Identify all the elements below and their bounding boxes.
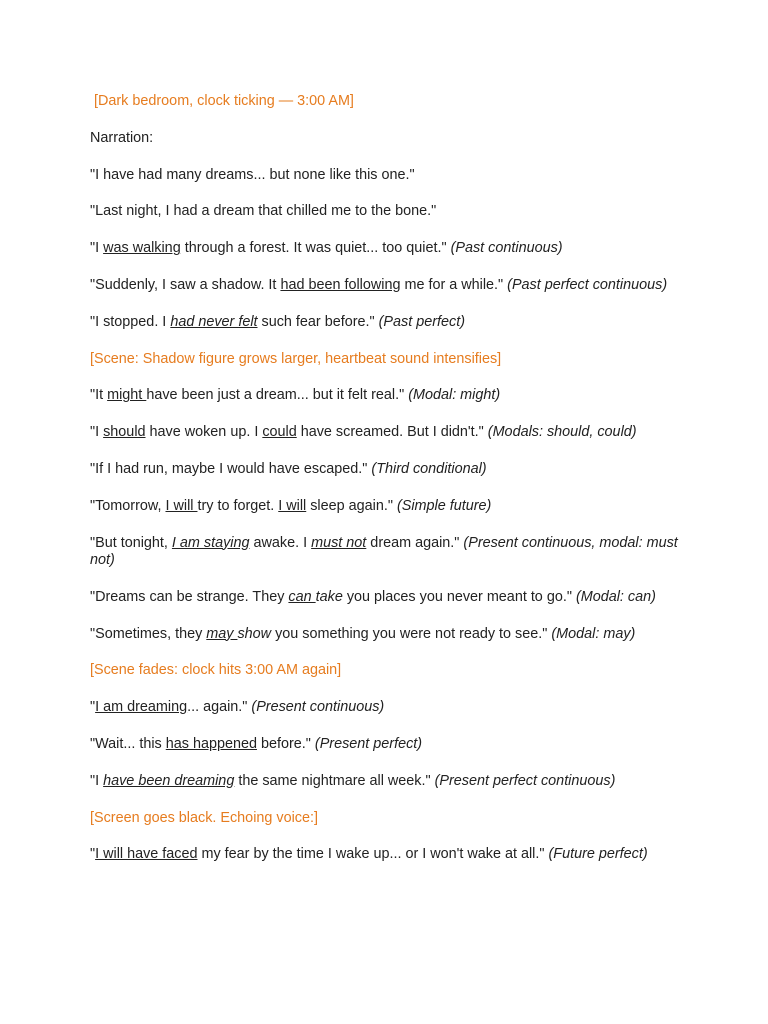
grammar-highlight: can: [288, 588, 316, 605]
line-text: "I: [90, 240, 104, 257]
grammar-highlight: should: [103, 424, 146, 441]
grammar-highlight-verb: take: [315, 588, 343, 605]
line-text: sleep again.": [306, 497, 397, 514]
line-text: "It: [90, 387, 108, 404]
grammar-note: (Past continuous): [450, 240, 563, 257]
script-line: [90, 167, 680, 184]
grammar-note: (Future perfect): [548, 846, 648, 863]
line-text: "Suddenly, I saw a shadow. It: [90, 276, 281, 293]
grammar-note: (Modal: may): [551, 625, 636, 642]
narration-heading: [90, 130, 680, 147]
line-text: dream again.": [366, 534, 464, 551]
grammar-note: (Present perfect): [314, 735, 423, 752]
script-line: [90, 699, 680, 716]
line-text: "Sometimes, they: [90, 625, 207, 642]
grammar-highlight: was walking: [103, 240, 181, 257]
grammar-highlight: might: [107, 387, 147, 404]
grammar-highlight: I will: [278, 497, 307, 514]
grammar-note: (Modals: should, could): [487, 424, 637, 441]
line-text: "If I had run, maybe I would have escaped.": [90, 460, 372, 477]
grammar-highlight: I will: [165, 497, 198, 514]
script-line: [90, 535, 680, 570]
line-text: "I have had many dreams... but none like this one.": [90, 166, 415, 183]
line-text: such fear before.": [257, 313, 379, 330]
script-line: [90, 498, 680, 515]
script-document: [90, 93, 680, 883]
line-text: awake. I: [249, 534, 312, 551]
stage-direction: [90, 351, 680, 368]
line-text: ": [90, 699, 96, 716]
grammar-highlight: had never felt: [170, 313, 258, 330]
grammar-note: (Past perfect continuous): [507, 276, 668, 293]
script-line: [90, 461, 680, 478]
grammar-note: (Third conditional): [371, 460, 487, 477]
line-text: "I: [90, 424, 104, 441]
line-text: have woken up. I: [145, 424, 263, 441]
grammar-note: (Present perfect continuous): [434, 772, 616, 789]
line-text: "I: [90, 772, 104, 789]
stage-direction: [90, 810, 680, 827]
script-line: [90, 240, 680, 257]
line-text: "Wait... this: [90, 735, 166, 752]
line-text: you something you were not ready to see.": [271, 625, 552, 642]
line-text: through a forest. It was quiet... too quiet.": [180, 240, 451, 257]
grammar-highlight: I am dreaming: [95, 699, 188, 716]
line-text: "Tomorrow,: [90, 497, 166, 514]
script-line: [90, 589, 680, 606]
script-line: [90, 203, 680, 220]
grammar-highlight: must not: [311, 534, 367, 551]
script-line: [90, 846, 680, 863]
grammar-note: (Present continuous): [251, 699, 385, 716]
grammar-highlight-verb: show: [237, 625, 272, 642]
line-text: the same nightmare all week.": [234, 772, 435, 789]
line-text: me for a while.": [400, 276, 508, 293]
grammar-highlight: may: [206, 625, 238, 642]
stage-direction: [90, 93, 680, 110]
grammar-note: (Past perfect): [378, 313, 465, 330]
stage-direction-text: [Dark bedroom, clock ticking — 3:00 AM]: [94, 93, 354, 109]
script-line: [90, 314, 680, 331]
stage-direction-text: [Screen goes black. Echoing voice:]: [90, 809, 318, 826]
grammar-highlight: I am staying: [171, 534, 250, 551]
line-text: ": [90, 846, 96, 863]
line-text: before.": [256, 735, 315, 752]
stage-direction: [90, 662, 680, 679]
line-text: "Last night, I had a dream that chilled me to the bone.": [90, 203, 437, 220]
grammar-note: (Simple future): [396, 497, 492, 514]
line-text: my fear by the time I wake up... or I won't wake at all.": [197, 846, 549, 863]
script-line: [90, 277, 680, 294]
grammar-note: (Present continuous, modal: must not): [90, 534, 678, 568]
script-line: [90, 773, 680, 790]
stage-direction-text: [Scene fades: clock hits 3:00 AM again]: [90, 662, 342, 679]
script-line: [90, 424, 680, 441]
script-line: [90, 626, 680, 643]
grammar-highlight: have been dreaming: [103, 772, 235, 789]
line-text: have screamed. But I didn't.": [296, 424, 488, 441]
script-line: [90, 736, 680, 753]
grammar-note: (Modal: might): [408, 387, 501, 404]
line-text: "I stopped. I: [90, 313, 171, 330]
line-text: you places you never meant to go.": [342, 588, 576, 605]
grammar-highlight: has happened: [165, 735, 257, 752]
line-text: ... again.": [187, 699, 252, 716]
line-text: try to forget.: [197, 497, 279, 514]
narration-label: Narration:: [90, 129, 154, 146]
stage-direction-text: [Scene: Shadow figure grows larger, heartbeat sound intensifies]: [90, 350, 502, 367]
grammar-note: (Modal: can): [575, 588, 656, 605]
grammar-highlight: had been following: [280, 276, 401, 293]
script-line: [90, 387, 680, 404]
line-text: "Dreams can be strange. They: [90, 588, 289, 605]
grammar-highlight: could: [262, 424, 297, 441]
line-text: have been just a dream... but it felt real.": [146, 387, 409, 404]
grammar-highlight: I will have faced: [95, 846, 198, 863]
line-text: "But tonight,: [90, 534, 172, 551]
